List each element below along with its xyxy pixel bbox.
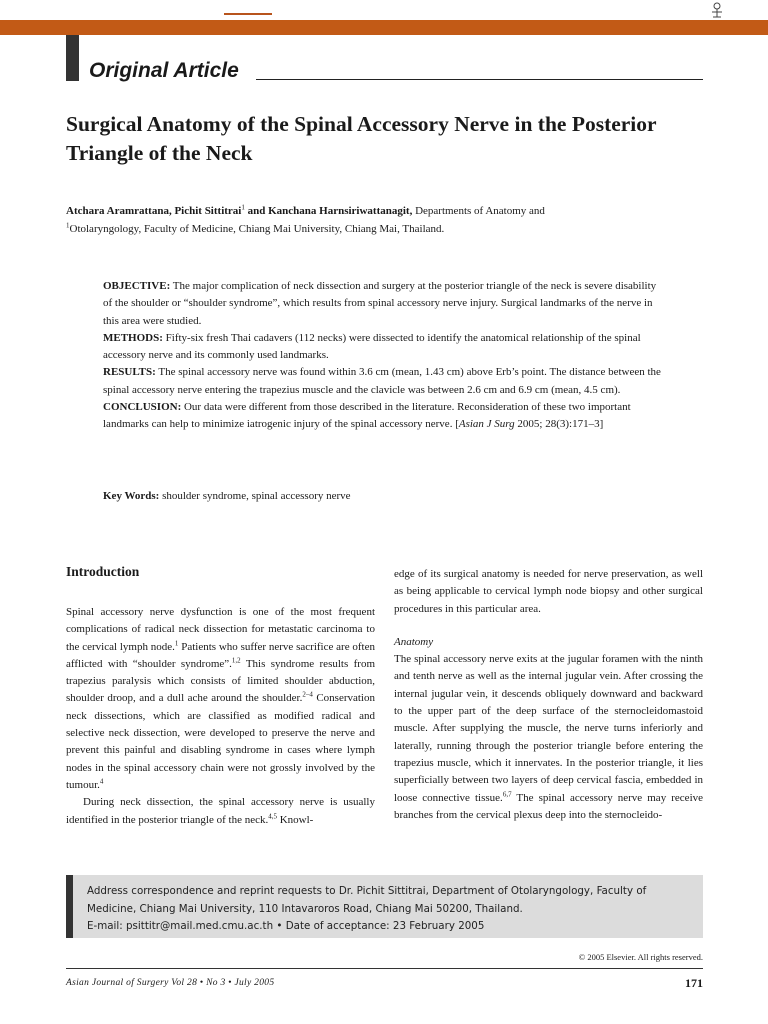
page-number: 171 [685, 976, 703, 990]
header-top-line [0, 0, 768, 21]
correspondence-line: E-mail: psittitr@mail.med.cmu.ac.th • Date of acceptance: 23 February 2005 [87, 920, 485, 932]
abstract-objective [103, 278, 668, 330]
section-marker-bar [66, 35, 79, 81]
correspondence-line: Address correspondence and reprint requests to Dr. Pichit Sittitrai, Department of Otolaryngology, Faculty of [87, 885, 647, 897]
affiliation-sup: 1 [66, 221, 70, 230]
correspondence-line: Medicine, Chiang Mai University, 110 Intavaroros Road, Chiang Mai 50200, Thailand. [87, 902, 523, 915]
citation-journal: Asian J Surg [458, 418, 515, 431]
keywords-text: shoulder syndrome, spinal accessory nerve [159, 490, 351, 502]
ref-sup: 1,2 [231, 656, 241, 665]
correspondence-bar [66, 875, 73, 938]
author-affil-sup: 1 [241, 203, 245, 212]
abstract [103, 278, 668, 434]
affiliation-text-2: Otolaryngology, Faculty of Medicine, Chiang Mai University, Chiang Mai, Thailand. [69, 223, 445, 235]
authors-names-2: and Kanchana Harnsiriwattanagit, [244, 205, 413, 217]
ref-sup: 1 [174, 638, 179, 647]
methods-label: METHODS: [103, 331, 163, 344]
anatomy-text-a: The spinal accessory nerve exits at the jugular foramen with the ninth and tenth nerve as well as the internal jugular vein. After crossing the internal jugular vein, it descends obliquely downward and backward to the upper part of the deep surface of the sternocleidomastoid muscle. After supplying the muscle, the nerve turns inferiorly and laterally, running through the posterior triangle before entering the trapezius muscle, which it innervates. In the posterior triangle, it lies superficially between two layers of deep cervical fascia, embedded in loose connective tissue. [394, 653, 703, 804]
results-label: RESULTS: [103, 366, 156, 379]
correspondence-box [66, 875, 703, 938]
methods-text: Fifty-six fresh Thai cadavers (112 necks) were dissected to identify the anatomical relationship of the spinal accessory nerve and its commonly used landmarks. [103, 331, 641, 362]
p1-text-c: This syndrome results from trapezius paralysis which consists of limited shoulder abduction, shoulder droop, and a dull ache around the shoulder. [66, 657, 375, 705]
affiliation-text: Departments of Anatomy and [412, 205, 545, 217]
article-type-label: Original Article [89, 59, 239, 82]
footer-rule [66, 968, 703, 969]
ref-sup: 4,5 [268, 811, 277, 820]
journal-logo-icon [708, 1, 726, 19]
p1-text-b: Patients who suffer nerve sacrifice are often afflicted with “shoulder syndrome”. [66, 640, 376, 670]
authors-names: Atchara Aramrattana, Pichit Sittitrai [66, 205, 242, 217]
p2-text-a: During neck dissection, the spinal accessory nerve is usually identified in the posterior triangle of the neck. [66, 796, 375, 826]
intro-paragraph-2 [66, 794, 375, 829]
intro-paragraph-cont: edge of its surgical anatomy is needed for nerve preservation, as well as being applicable to cervical lymph node biopsy and other surgical procedures in this particular area. [394, 568, 703, 615]
header-orange-band [0, 20, 768, 35]
p1-text-d: Conservation neck dissections, which are classified as modified radical and selective neck dissection, were developed to preserve the nerve and prevent this painful and disabling syndrome in cases where lymph nodes in the spinal accessory chain were not grossly involved by the tumour. [66, 692, 375, 791]
p1-text-a: Spinal accessory nerve dysfunction is one of the most frequent complications of radical neck dissection for metastatic carcinoma to the cervical lymph node. [66, 606, 375, 653]
anatomy-paragraph [394, 651, 703, 824]
keywords [103, 490, 663, 502]
ref-sup: 4 [99, 777, 104, 786]
journal-citation: Asian Journal of Surgery Vol 28 • No 3 • July 2005 [66, 978, 275, 988]
ref-sup: 6,7 [502, 789, 512, 798]
anatomy-heading: Anatomy [394, 635, 434, 648]
keywords-label: Key Words: [103, 490, 160, 502]
author-block [66, 202, 706, 238]
objective-label: OBJECTIVE: [103, 280, 171, 292]
ref-sup: 2–4 [302, 690, 313, 699]
copyright-notice: © 2005 Elsevier. All rights reserved. [578, 952, 703, 962]
citation-rest: 2005; 28(3):171–3] [514, 418, 604, 431]
abstract-results [103, 364, 668, 399]
correspondence-text [87, 883, 687, 936]
header-accent-mark [224, 13, 272, 15]
abstract-methods [103, 330, 668, 365]
objective-text: The major complication of neck dissection and surgery at the posterior triangle of the neck is severe disability of the shoulder or “shoulder syndrome”, which results from spinal accessory nerve injury. Surgical landmarks of the nerve in this area were studied. [103, 280, 657, 327]
results-text: The spinal accessory nerve was found within 3.6 cm (mean, 1.43 cm) above Erb’s point. The distance between the spinal accessory nerve entering the trapezius muscle and the clavicle was between 2.6 cm and 6.9 cm (mean, 4.5 cm). [103, 366, 661, 396]
introduction-heading: Introduction [66, 564, 140, 579]
intro-paragraph-1 [66, 604, 375, 794]
abstract-conclusion [103, 399, 668, 434]
article-title: Surgical Anatomy of the Spinal Accessory Nerve in the Posterior Triangle of the Neck [66, 112, 657, 165]
conclusion-label: CONCLUSION: [103, 401, 182, 414]
body-column-right [394, 566, 703, 824]
body-column-left [66, 560, 375, 829]
anatomy-text-b: The spinal accessory nerve may receive branches from the cervical plexus deep into the sternocleido- [394, 791, 704, 821]
conclusion-text: Our data were different from those described in the literature. Reconsideration of these two important landmarks can help to minimize iatrogenic injury of the spinal accessory nerve. [ [103, 401, 631, 431]
article-type-rule [256, 79, 703, 80]
p2-text-b: Knowl- [276, 813, 314, 826]
